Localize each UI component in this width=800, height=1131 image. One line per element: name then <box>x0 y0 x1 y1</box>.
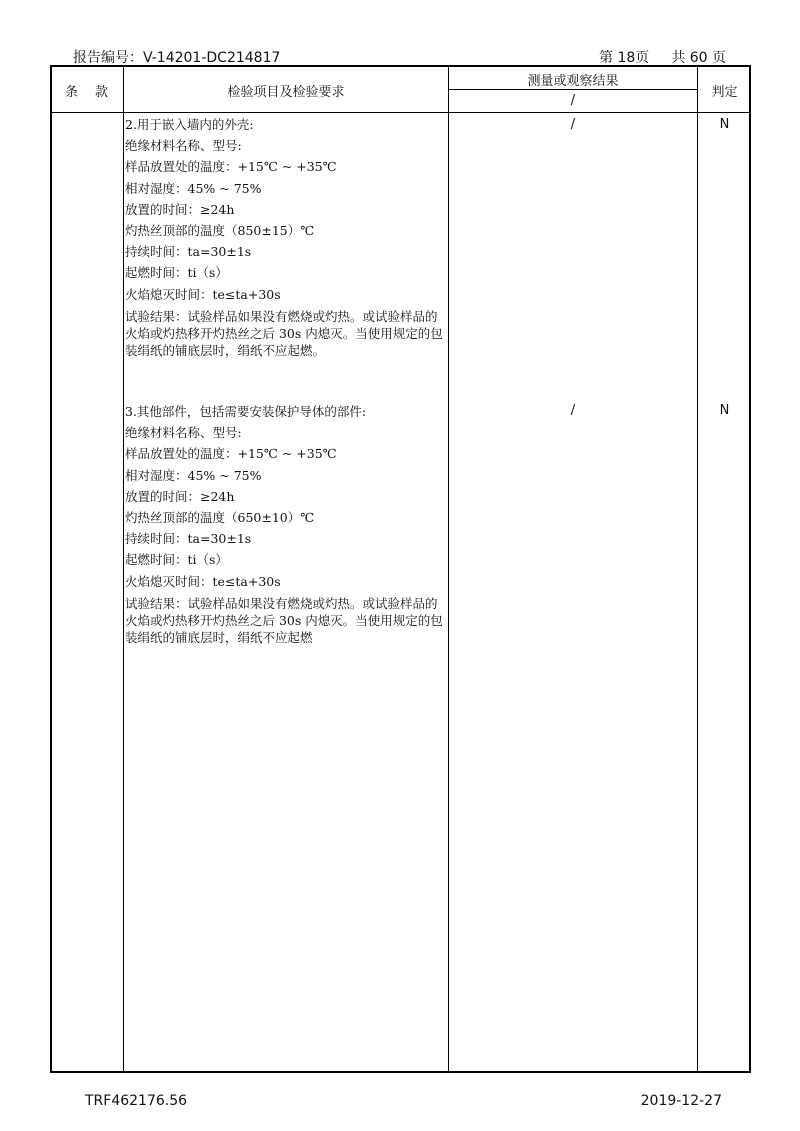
report-number: 报告编号：V-14201-DC214817 <box>73 50 281 66</box>
section-2-line: 起燃时间：ti（s） <box>125 265 228 281</box>
report-table <box>50 65 751 1073</box>
section-2-line: 放置的时间：≥24h <box>125 201 235 217</box>
report-date: 2019-12-27 <box>640 1093 722 1109</box>
header-clause: 条 款 <box>64 85 110 100</box>
row-divider <box>448 89 697 90</box>
col-divider <box>448 67 449 1071</box>
section-2-line: 相对湿度：45% ~ 75% <box>125 180 262 196</box>
header-divider <box>52 112 749 113</box>
section-2-line: 绝缘材料名称、型号: <box>125 138 242 154</box>
section-3-line: 样品放置处的温度：+15℃ ~ +35℃ <box>125 446 337 462</box>
section-3-line: 相对湿度：45% ~ 75% <box>125 467 262 483</box>
requirement-block-2 <box>125 114 447 359</box>
header-result-sub: / <box>570 93 576 108</box>
section-3-line: 放置的时间：≥24h <box>125 488 235 504</box>
section-2-conclusion: 试验结果：试验样品如果没有燃烧或灼热。或试验样品的火焰或灼热移开灼热丝之后 30s 内熄灭。当使用规定的包装绢纸的铺底层时，绢纸不应起燃。 <box>125 308 443 358</box>
page-indicator <box>599 47 726 67</box>
section-3-line: 绝缘材料名称、型号: <box>125 425 242 441</box>
section-3-result: / <box>570 403 576 418</box>
form-number: TRF462176.56 <box>85 1093 188 1109</box>
header-result: 测量或观察结果 <box>527 74 619 89</box>
section-2-line: 灼热丝顶部的温度（850±15）℃ <box>125 223 315 239</box>
section-2-line: 火焰熄灭时间：te≤ta+30s <box>125 286 281 302</box>
section-2-result: / <box>570 117 576 132</box>
requirement-block-3 <box>125 401 447 646</box>
section-3-line: 起燃时间：ti（s） <box>125 552 228 568</box>
section-3-conclusion: 试验结果：试验样品如果没有燃烧或灼热。或试验样品的火焰或灼热移开灼热丝之后 30s 内熄灭。当使用规定的包装绢纸的铺底层时，绢纸不应起燃 <box>125 595 443 645</box>
page-number: 第 18页 <box>599 50 650 66</box>
section-3-line: 灼热丝顶部的温度（650±10）℃ <box>125 510 315 526</box>
section-2-verdict: N <box>719 117 730 132</box>
section-3-line: 火焰熄灭时间：te≤ta+30s <box>125 573 281 589</box>
page-total: 共 60 页 <box>671 50 726 66</box>
section-2-title: 2.用于嵌入墙内的外壳: <box>125 117 254 132</box>
section-3-line: 持续时间：ta=30±1s <box>125 531 252 547</box>
col-divider <box>697 67 698 1071</box>
section-2-line: 样品放置处的温度：+15℃ ~ +35℃ <box>125 159 337 175</box>
col-divider <box>123 67 124 1071</box>
header-verdict: 判定 <box>711 85 738 100</box>
header-item: 检验项目及检验要求 <box>227 85 345 100</box>
section-2-line: 持续时间：ta=30±1s <box>125 244 252 260</box>
section-3-verdict: N <box>719 403 730 418</box>
section-3-title: 3.其他部件，包括需要安装保护导体的部件: <box>125 404 367 419</box>
